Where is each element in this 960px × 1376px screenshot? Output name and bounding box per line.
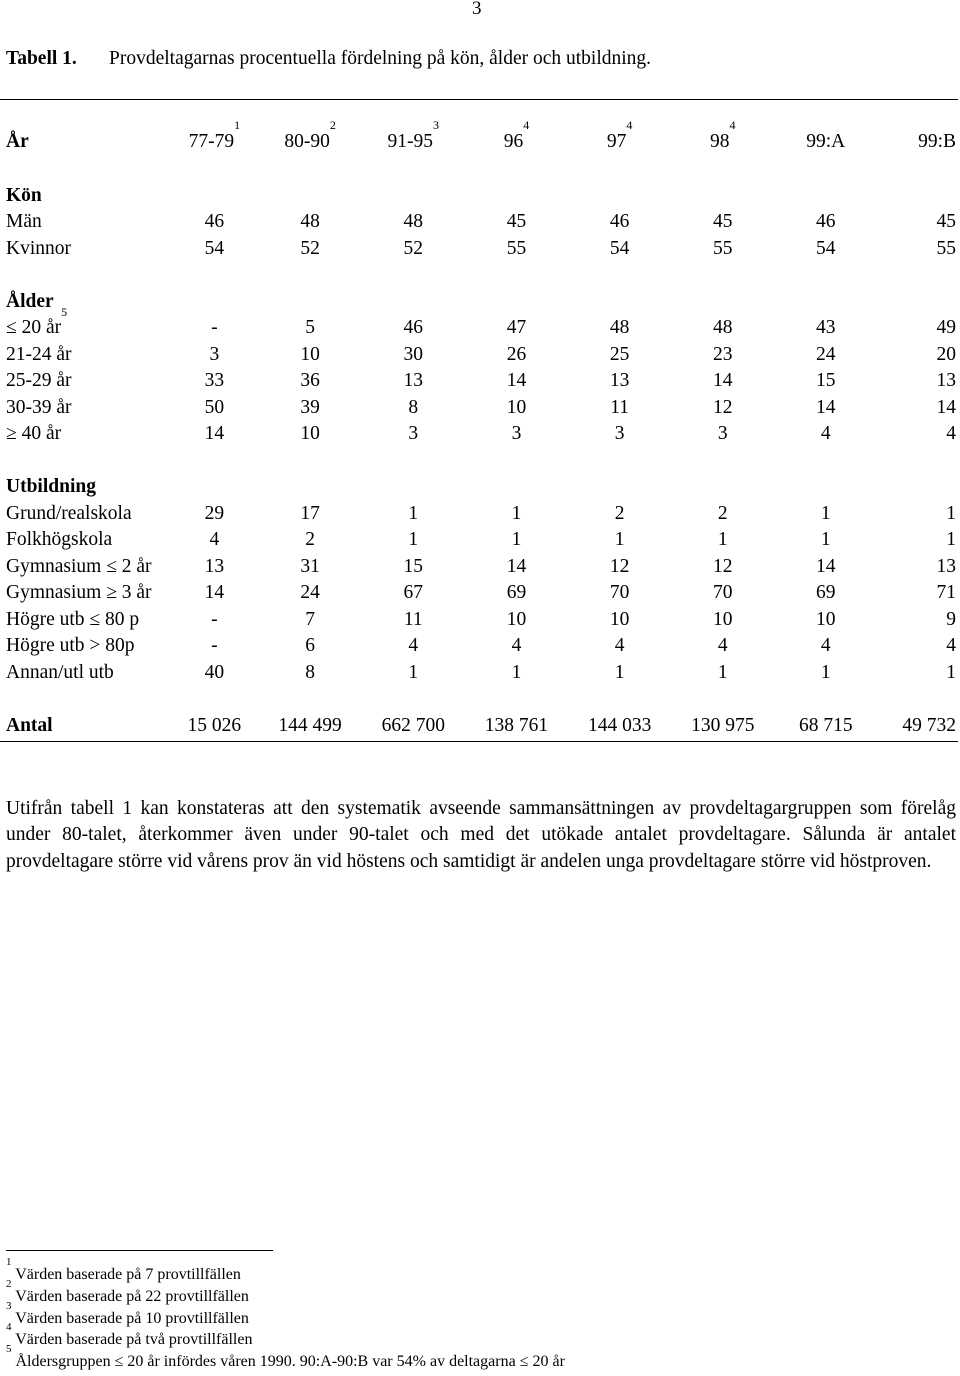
cell-value: 17 (300, 502, 320, 524)
cell-value: 4 (717, 635, 728, 656)
cell-value: 69 (816, 582, 836, 603)
cell-value: 4 (820, 635, 831, 656)
cell-value: 46 (609, 211, 630, 232)
footnote (6, 1256, 565, 1286)
total-value: 130 975 (691, 714, 755, 736)
cell-value: 4 (408, 635, 419, 656)
cell-value: 14 (506, 555, 527, 577)
cell-value: 23 (713, 343, 733, 365)
cell-value: 1 (946, 529, 956, 550)
row-label: 25-29 år (6, 370, 72, 391)
cell-value: 26 (506, 343, 527, 365)
footnote-text: Värden baserade på 7 provtillfällen (15, 1266, 241, 1283)
cell-value: 12 (713, 555, 733, 577)
cell-value: 2 (305, 529, 315, 550)
section-title-utbildning: Utbildning (6, 476, 96, 497)
row-label: Annan/utl utb (6, 661, 114, 683)
table-top-rule (0, 99, 958, 100)
table-row (0, 633, 958, 660)
cell-value: 25 (609, 343, 630, 365)
table-row (0, 368, 958, 395)
cell-value: 4 (511, 635, 522, 656)
cell-value: 55 (713, 237, 733, 259)
cell-value: 43 (816, 317, 836, 338)
cell-value: - (211, 608, 218, 630)
cell-value: 13 (609, 370, 630, 391)
header-col: $97^4$ (606, 118, 633, 152)
cell-value: 6 (305, 635, 315, 656)
cell-value: 14 (204, 582, 225, 603)
footnote-text: Värden baserade på 10 provtillfällen (15, 1309, 249, 1327)
cell-value: 49 (936, 317, 956, 338)
cell-value: 40 (204, 661, 225, 683)
distribution-table (0, 118, 958, 739)
cell-value: 24 (816, 343, 836, 365)
table-row (0, 421, 958, 448)
cell-value: 45 (506, 211, 527, 232)
cell-value: 13 (403, 370, 424, 391)
cell-value: 9 (946, 608, 956, 630)
cell-value: 31 (300, 555, 320, 577)
cell-value: 3 (209, 343, 220, 365)
footnote-text: Åldersgruppen ≤ 20 år infördes våren 1990. 90:A-90:B var 54% av deltagarna ≤ 20 år (15, 1353, 565, 1371)
cell-value: 54 (609, 237, 630, 259)
cell-value: 48 (609, 317, 630, 338)
footnote (6, 1299, 565, 1330)
cell-value: 3 (717, 423, 728, 444)
cell-value: 14 (204, 423, 225, 444)
table-row (0, 607, 958, 634)
cell-value: 1 (408, 502, 419, 524)
cell-value: 71 (936, 582, 956, 603)
footnote-text: Värden baserade på två provtillfällen (15, 1331, 253, 1349)
cell-value: 46 (403, 317, 424, 338)
cell-value: 13 (936, 370, 956, 391)
cell-value: 1 (408, 661, 419, 683)
table-row (0, 554, 958, 581)
cell-value: 1 (820, 661, 831, 683)
row-label: Högre utb ≤ 80 p (6, 608, 140, 630)
footnote-number: 1 (6, 1256, 12, 1268)
row-label: Gymnasium ≥ 3 år (6, 582, 152, 603)
cell-value: 4 (820, 423, 831, 444)
total-label: Antal (6, 714, 53, 736)
cell-value: 4 (209, 529, 220, 550)
header-col: $91-95^3$ (387, 118, 440, 152)
cell-value: 1 (820, 529, 831, 550)
total-value: 138 761 (484, 714, 549, 736)
section-utbildning-rows (0, 501, 958, 687)
page-number: 3 (472, 0, 482, 19)
footnote (6, 1277, 565, 1308)
total-value: 144 499 (278, 714, 342, 736)
cell-value: 15 (816, 370, 836, 391)
cell-value: 54 (816, 237, 836, 259)
table-caption (6, 48, 651, 70)
cell-value: 70 (609, 582, 630, 603)
caption-label: Tabell 1. (6, 48, 77, 69)
cell-value: - (211, 635, 218, 656)
cell-value: 1 (717, 661, 728, 683)
cell-value: - (211, 317, 218, 338)
cell-value: 10 (816, 608, 836, 630)
table-row (0, 527, 958, 554)
row-label: ≤ 20 $år^5$ (6, 305, 68, 338)
row-label: Grund/realskola (6, 502, 132, 524)
cell-value: 10 (506, 608, 527, 630)
header-col: 99:A (806, 131, 846, 152)
table-row (0, 395, 958, 422)
total-value: 15 026 (187, 714, 242, 736)
cell-value: 67 (403, 582, 424, 603)
cell-value: 1 (511, 529, 522, 550)
total-value: 144 033 (587, 714, 652, 736)
cell-value: 4 (946, 635, 956, 656)
cell-value: 10 (300, 423, 320, 444)
header-label: År (6, 131, 29, 152)
footnote (6, 1343, 565, 1373)
cell-value: 52 (300, 237, 320, 259)
cell-value: 30 (403, 343, 424, 365)
table-row (0, 342, 958, 369)
cell-value: 24 (300, 582, 320, 603)
table-bottom-rule (0, 741, 958, 742)
section-title-kon: Kön (6, 184, 42, 206)
cell-value: 10 (713, 608, 733, 630)
total-row (0, 713, 958, 740)
table-row (0, 236, 958, 263)
footnote-number: 5 (6, 1343, 12, 1356)
cell-value: 1 (408, 529, 419, 550)
cell-value: 12 (609, 555, 630, 577)
cell-value: 3 (614, 423, 625, 444)
cell-value: 3 (511, 423, 522, 444)
cell-value: 13 (936, 555, 956, 577)
cell-value: 50 (204, 396, 225, 418)
cell-value: 10 (506, 396, 527, 418)
cell-value: 12 (713, 396, 733, 418)
cell-value: 48 (300, 211, 320, 232)
footnotes (6, 1256, 565, 1373)
cell-value: 14 (816, 555, 836, 577)
cell-value: 1 (511, 661, 522, 683)
section-title-alder: Ålder (6, 290, 54, 312)
cell-value: 48 (403, 211, 424, 232)
cell-value: 55 (506, 237, 527, 259)
row-label: Kvinnor (6, 237, 71, 259)
cell-value: 54 (204, 237, 225, 259)
cell-value: 29 (204, 502, 225, 524)
body-paragraph: Utifrån tabell 1 kan konstateras att den systematik avseende sammansättningen av provdeltagargruppen som förelåg under 80-talet, återkommer även under 90-talet och med det utökade antalet provdeltagare. Sålunda är antalet provdeltagare större vid vårens prov än vid höstens och samtidigt är andelen unga provdeltagare större vid höstproven. (6, 798, 956, 872)
cell-value: 14 (816, 396, 836, 418)
table-row (0, 580, 958, 607)
cell-value: 1 (717, 529, 728, 550)
caption-text: Provdeltagarnas procentuella fördelning på kön, ålder och utbildning. (109, 48, 652, 69)
section-alder-rows (0, 305, 958, 448)
cell-value: 39 (300, 396, 320, 418)
cell-value: 4 (614, 635, 625, 656)
footnote-number: 2 (6, 1277, 12, 1290)
cell-value: 1 (614, 661, 625, 683)
cell-value: 4 (946, 423, 956, 444)
table-row (0, 501, 958, 528)
cell-value: 55 (936, 237, 956, 259)
cell-value: 33 (204, 370, 225, 391)
cell-value: 69 (506, 582, 527, 603)
cell-value: 48 (713, 317, 733, 338)
cell-value: 14 (713, 370, 733, 391)
footnote-text: Värden baserade på 22 provtillfällen (15, 1287, 249, 1305)
cell-value: 2 (614, 502, 625, 524)
footnote-rule (6, 1250, 273, 1251)
footnote-number: 3 (6, 1299, 12, 1312)
row-label: 30-39 år (6, 396, 72, 418)
cell-value: 11 (610, 396, 630, 418)
cell-value: 47 (506, 317, 527, 338)
cell-value: 5 (305, 317, 315, 338)
cell-value: 7 (305, 608, 315, 630)
cell-value: 46 (204, 211, 225, 232)
cell-value: 13 (204, 555, 225, 577)
row-label: ≥ 40 år (6, 423, 62, 444)
cell-value: 70 (713, 582, 733, 603)
cell-value: 45 (936, 211, 956, 232)
cell-value: 36 (300, 370, 320, 391)
total-value: 49 732 (902, 714, 956, 736)
footnote-number: 4 (6, 1321, 12, 1334)
cell-value: 45 (713, 211, 733, 232)
cell-value: 1 (946, 661, 956, 683)
cell-value: 8 (408, 396, 419, 418)
cell-value: 14 (936, 396, 956, 418)
table-header-row (0, 128, 958, 156)
cell-value: 1 (511, 502, 522, 524)
header-col: $80-90^2$ (284, 118, 336, 152)
row-label: Män (6, 211, 42, 232)
header-col: 99:B (918, 131, 956, 152)
total-value: 662 700 (381, 714, 445, 736)
cell-value: 1 (946, 502, 956, 524)
row-label: Folkhögskola (6, 529, 113, 550)
row-label: 21-24 år (6, 343, 72, 365)
cell-value: 8 (305, 661, 315, 683)
header-col: $98^4$ (710, 118, 736, 152)
footnote (6, 1321, 565, 1351)
header-col: $96^4$ (503, 118, 530, 152)
cell-value: 15 (403, 555, 424, 577)
cell-value: 10 (300, 343, 320, 365)
cell-value: 3 (408, 423, 419, 444)
table-row (0, 315, 958, 342)
cell-value: 10 (609, 608, 630, 630)
cell-value: 1 (614, 529, 625, 550)
cell-value: 20 (936, 343, 956, 365)
total-value: 68 715 (798, 714, 853, 736)
cell-value: 52 (403, 237, 424, 259)
section-kon-rows (0, 209, 958, 262)
cell-value: 1 (820, 502, 831, 524)
cell-value: 2 (717, 502, 728, 524)
table-row (0, 209, 958, 236)
table-row (0, 660, 958, 687)
row-label: Högre utb > 80p (6, 635, 135, 656)
header-col: $77-79^1$ (188, 118, 241, 152)
cell-value: 14 (506, 370, 527, 391)
row-label: Gymnasium ≤ 2 år (6, 555, 152, 577)
cell-value: 11 (403, 608, 423, 630)
cell-value: 46 (816, 211, 836, 232)
